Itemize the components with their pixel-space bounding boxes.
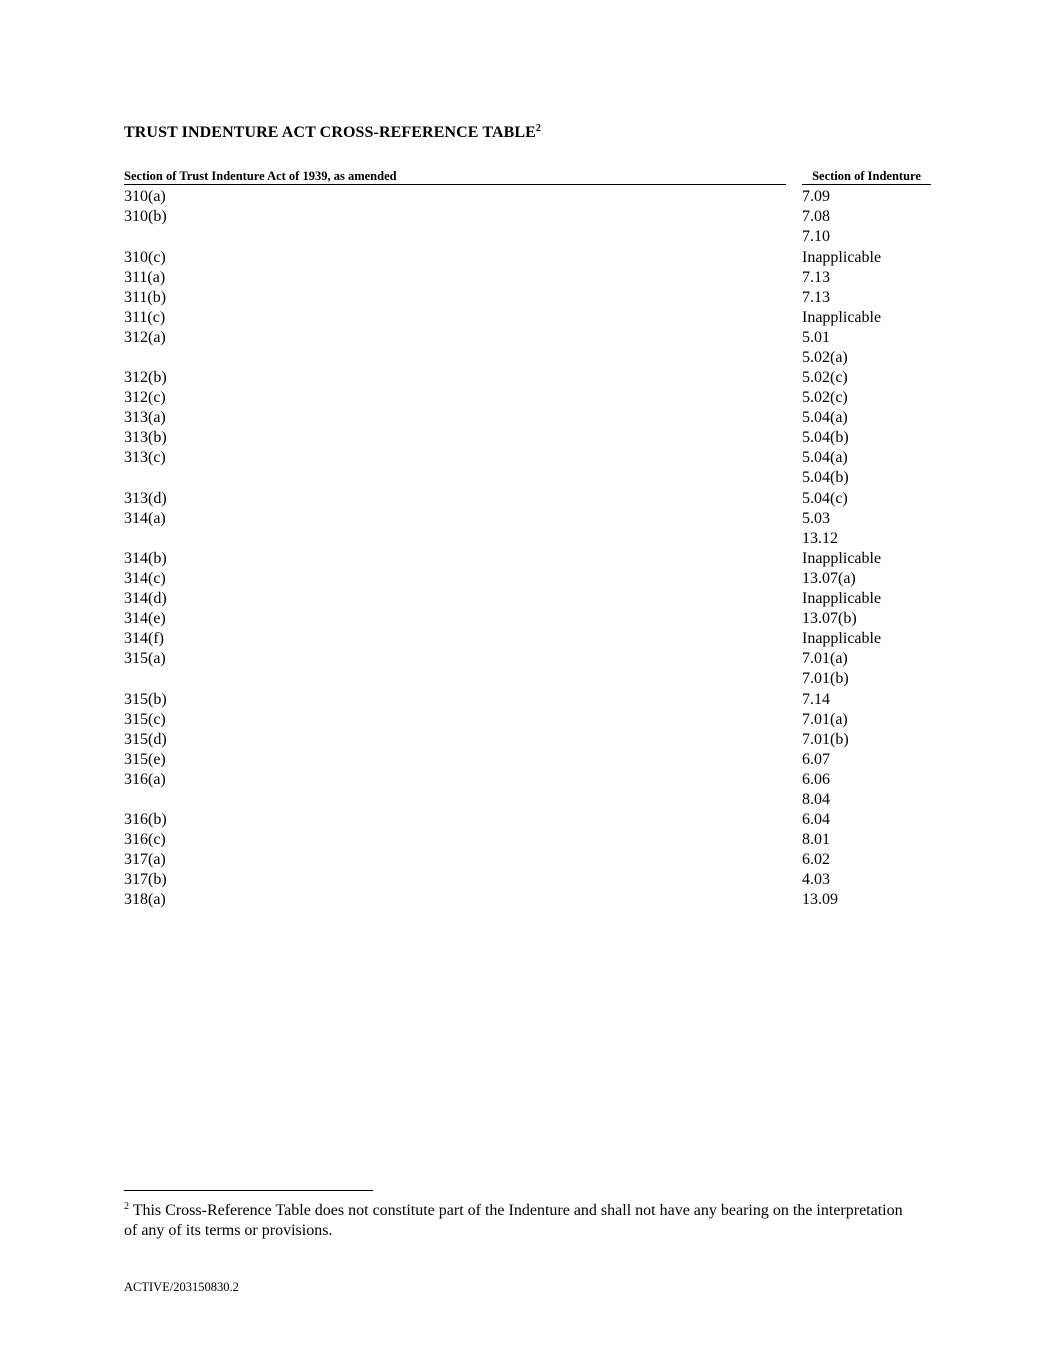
column-header-tia-section: Section of Trust Indenture Act of 1939, as amended <box>124 169 786 185</box>
indenture-section-value: 4.03 <box>802 871 830 888</box>
table-row <box>124 288 931 308</box>
table-row <box>124 248 931 268</box>
tia-section-cell: 316(c) <box>124 831 166 848</box>
table-row <box>124 830 931 850</box>
tia-section-cell: 313(b) <box>124 429 167 446</box>
tia-section-cell: 312(c) <box>124 389 166 406</box>
indenture-section-value: 7.01(b) <box>802 670 849 687</box>
indenture-section-value: 7.14 <box>802 690 830 708</box>
footnote-marker: 2 <box>124 1201 129 1212</box>
table-row <box>124 368 931 388</box>
indenture-section-value: 6.04 <box>802 811 830 828</box>
table-row <box>124 268 931 288</box>
indenture-section-value: Inapplicable <box>802 308 882 326</box>
indenture-section-cell <box>802 549 881 569</box>
indenture-section-cell <box>802 408 848 428</box>
indenture-section-value: 7.01(b) <box>802 730 849 748</box>
table-row <box>124 509 931 549</box>
table-row <box>124 710 931 730</box>
column-header-indenture-section: Section of Indenture <box>802 169 931 185</box>
tia-section-cell: 310(a) <box>124 188 166 205</box>
tia-section-cell: 314(f) <box>124 630 164 647</box>
tia-section-cell: 315(d) <box>124 730 167 748</box>
indenture-section-cell <box>802 328 848 368</box>
tia-section-cell: 314(c) <box>124 570 166 587</box>
indenture-section-value: Inapplicable <box>802 590 882 607</box>
indenture-section-cell <box>802 730 849 750</box>
indenture-section-value: 5.04(b) <box>802 429 849 446</box>
indenture-section-cell <box>802 448 849 488</box>
document-id: ACTIVE/203150830.2 <box>124 1280 239 1294</box>
tia-section-cell: 315(c) <box>124 710 166 728</box>
tia-section-cell: 310(c) <box>124 248 166 266</box>
tia-section-cell: 310(b) <box>124 208 167 225</box>
indenture-section-cell <box>802 589 881 609</box>
indenture-section-value: Inapplicable <box>802 630 882 647</box>
tia-section-cell: 311(a) <box>124 268 166 286</box>
table-row <box>124 770 931 810</box>
tia-section-cell: 316(b) <box>124 811 167 828</box>
indenture-section-value: 5.04(a) <box>802 449 848 466</box>
indenture-section-cell <box>802 207 830 247</box>
indenture-section-value: 13.07(a) <box>802 570 856 587</box>
indenture-section-value: 13.07(b) <box>802 610 857 627</box>
table-row <box>124 589 931 609</box>
indenture-section-cell <box>802 690 830 710</box>
table-row <box>124 850 931 870</box>
tia-section-cell: 311(c) <box>124 308 166 326</box>
indenture-section-cell <box>802 248 881 268</box>
indenture-section-value: 5.01 <box>802 328 830 346</box>
indenture-section-value: 6.02 <box>802 851 830 868</box>
indenture-section-value: Inapplicable <box>802 248 882 266</box>
indenture-section-cell <box>802 710 848 730</box>
table-row <box>124 609 931 629</box>
tia-section-cell: 317(a) <box>124 851 166 868</box>
tia-section-cell: 314(e) <box>124 610 166 627</box>
tia-section-cell: 313(d) <box>124 489 167 507</box>
tia-section-cell: 317(b) <box>124 871 167 888</box>
tia-section-cell: 314(d) <box>124 590 167 607</box>
indenture-section-value: 8.04 <box>802 790 830 808</box>
indenture-section-value: 5.03 <box>802 509 830 527</box>
indenture-section-cell <box>802 569 856 589</box>
indenture-section-cell <box>802 368 848 388</box>
tia-section-cell: 318(a) <box>124 891 166 908</box>
indenture-section-cell <box>802 649 849 689</box>
table-row <box>124 207 931 247</box>
indenture-section-value: 7.10 <box>802 228 830 245</box>
tia-section-cell: 316(a) <box>124 770 166 788</box>
indenture-section-value: 13.12 <box>802 529 838 547</box>
table-row <box>124 890 931 910</box>
page-title-text: TRUST INDENTURE ACT CROSS-REFERENCE TABLE <box>124 124 536 141</box>
indenture-section-value: 6.07 <box>802 750 830 768</box>
table-row <box>124 388 931 408</box>
footnote <box>124 1201 914 1241</box>
indenture-section-cell <box>802 609 857 629</box>
table-row <box>124 810 931 830</box>
table-row <box>124 489 931 509</box>
indenture-section-value: 7.13 <box>802 268 830 286</box>
table-row <box>124 649 931 689</box>
indenture-section-cell <box>802 187 830 207</box>
tia-section-cell: 315(b) <box>124 690 167 708</box>
tia-section-cell: 315(a) <box>124 650 166 667</box>
table-row <box>124 328 931 368</box>
indenture-section-value: 5.04(c) <box>802 489 848 507</box>
indenture-section-cell <box>802 890 838 910</box>
indenture-section-value: Inapplicable <box>802 550 882 567</box>
indenture-section-value: 13.09 <box>802 891 838 908</box>
indenture-section-value: 7.09 <box>802 188 830 205</box>
indenture-section-value: 7.01(a) <box>802 710 848 728</box>
indenture-section-value: 5.04(a) <box>802 409 848 426</box>
footnote-text: This Cross-Reference Table does not constitute part of the Indenture and shall not have any bearing on the interpretation of any of its terms or provisions. <box>124 1202 903 1239</box>
page-title <box>124 124 541 142</box>
tia-section-cell: 312(a) <box>124 328 166 346</box>
indenture-section-value: 7.13 <box>802 288 830 306</box>
indenture-section-cell <box>802 388 848 408</box>
indenture-section-value: 5.02(c) <box>802 389 848 406</box>
title-footnote-marker: 2 <box>535 123 542 134</box>
indenture-section-value: 7.01(a) <box>802 650 848 667</box>
cross-reference-table <box>124 187 931 910</box>
table-row <box>124 308 931 328</box>
indenture-section-cell <box>802 288 830 308</box>
indenture-section-cell <box>802 850 830 870</box>
table-row <box>124 549 931 569</box>
tia-section-cell: 313(c) <box>124 449 166 466</box>
indenture-section-cell <box>802 489 848 509</box>
table-row <box>124 730 931 750</box>
table-row <box>124 690 931 710</box>
indenture-section-cell <box>802 428 849 448</box>
indenture-section-cell <box>802 830 830 850</box>
tia-section-cell: 313(a) <box>124 409 166 426</box>
table-row <box>124 448 931 488</box>
indenture-section-cell <box>802 870 830 890</box>
indenture-section-cell <box>802 629 881 649</box>
table-row <box>124 408 931 428</box>
table-row <box>124 870 931 890</box>
table-row <box>124 428 931 448</box>
indenture-section-cell <box>802 509 838 549</box>
indenture-section-value: 6.06 <box>802 770 830 788</box>
table-row <box>124 750 931 770</box>
indenture-section-cell <box>802 810 830 830</box>
indenture-section-value: 5.04(b) <box>802 469 849 486</box>
table-row <box>124 629 931 649</box>
indenture-section-value: 5.02(a) <box>802 348 848 366</box>
tia-section-cell: 312(b) <box>124 369 167 386</box>
tia-section-cell: 314(b) <box>124 550 167 567</box>
footnote-divider <box>124 1190 373 1191</box>
table-row <box>124 569 931 589</box>
indenture-section-cell <box>802 750 830 770</box>
indenture-section-value: 8.01 <box>802 831 830 848</box>
tia-section-cell: 315(e) <box>124 750 166 768</box>
tia-section-cell: 311(b) <box>124 288 167 306</box>
tia-section-cell: 314(a) <box>124 509 166 527</box>
indenture-section-value: 5.02(c) <box>802 369 848 386</box>
indenture-section-cell <box>802 268 830 288</box>
indenture-section-value: 7.08 <box>802 208 830 225</box>
table-row <box>124 187 931 207</box>
indenture-section-cell <box>802 770 830 810</box>
indenture-section-cell <box>802 308 881 328</box>
